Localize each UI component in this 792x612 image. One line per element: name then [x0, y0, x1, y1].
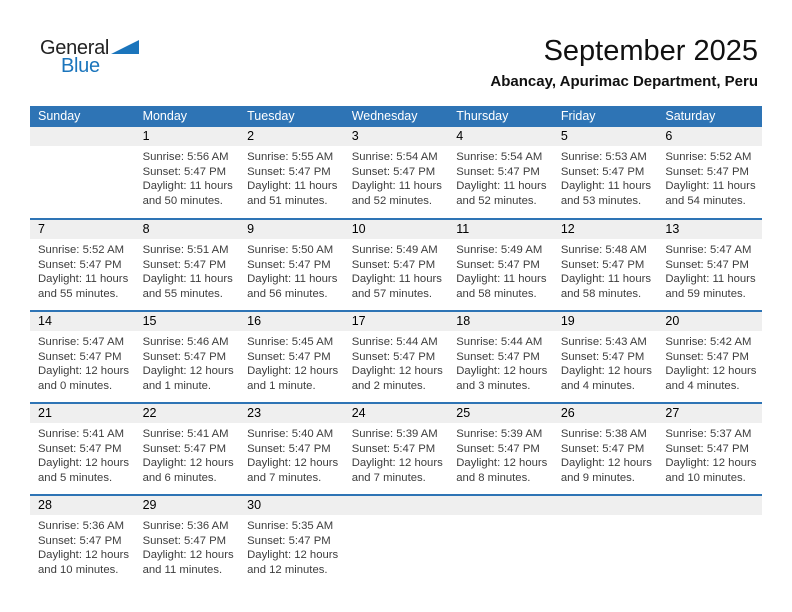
- detail-line: Sunrise: 5:45 AM: [247, 336, 334, 348]
- detail-line: Sunrise: 5:36 AM: [142, 520, 229, 532]
- detail-line: and 5 minutes.: [38, 471, 113, 484]
- day-details: [553, 423, 658, 485]
- day-number: 27: [665, 406, 680, 420]
- detail-line: and 58 minutes.: [560, 287, 642, 300]
- detail-line: Sunrise: 5:49 AM: [456, 244, 543, 256]
- detail-line: Sunrise: 5:41 AM: [38, 428, 125, 440]
- detail-line: and 54 minutes.: [665, 194, 746, 207]
- day-details: [30, 423, 135, 485]
- detail-line: Sunrise: 5:35 AM: [247, 520, 334, 532]
- day-cell-6: [657, 127, 762, 219]
- detail-line: Daylight: 11 hours: [665, 180, 756, 192]
- detail-line: Sunrise: 5:40 AM: [247, 428, 334, 440]
- day-number: 10: [351, 222, 366, 236]
- week-row: [30, 403, 762, 495]
- day-cell-25: [448, 403, 553, 495]
- weekday-header-monday: Monday: [135, 106, 240, 127]
- day-cell-5: [553, 127, 658, 219]
- weekday-header-row: [30, 106, 762, 127]
- day-number-band: [135, 127, 240, 146]
- detail-line: and 12 minutes.: [247, 563, 328, 576]
- week-row: [30, 495, 762, 587]
- detail-line: and 10 minutes.: [665, 471, 746, 484]
- detail-line: Daylight: 11 hours: [142, 273, 233, 285]
- detail-line: Daylight: 12 hours: [560, 365, 652, 377]
- detail-line: Daylight: 12 hours: [38, 365, 130, 377]
- week-row: [30, 311, 762, 403]
- detail-line: Sunset: 5:47 PM: [665, 165, 749, 178]
- detail-line: Sunset: 5:47 PM: [665, 258, 749, 271]
- day-details: [135, 423, 240, 485]
- day-details: [30, 331, 135, 393]
- day-details: [135, 515, 240, 577]
- detail-line: Sunset: 5:47 PM: [456, 442, 540, 455]
- day-number-band: [344, 404, 449, 423]
- day-number-band: [135, 220, 240, 239]
- detail-line: Daylight: 12 hours: [351, 457, 443, 469]
- day-cell-17: [344, 311, 449, 403]
- day-number-band: [553, 127, 658, 146]
- day-details: [448, 239, 553, 301]
- day-number: 23: [247, 406, 262, 420]
- day-details: [553, 239, 658, 301]
- detail-line: Sunset: 5:47 PM: [142, 442, 227, 455]
- day-details: [239, 331, 344, 393]
- detail-line: and 52 minutes.: [456, 194, 537, 207]
- day-cell-14: [30, 311, 135, 403]
- day-details: [239, 423, 344, 485]
- detail-line: and 4 minutes.: [560, 379, 635, 392]
- detail-line: and 56 minutes.: [247, 287, 328, 300]
- day-number: 1: [142, 129, 150, 143]
- detail-line: Daylight: 11 hours: [560, 180, 652, 192]
- detail-line: and 58 minutes.: [456, 287, 537, 300]
- detail-line: and 50 minutes.: [142, 194, 223, 207]
- detail-line: and 0 minutes.: [38, 379, 113, 392]
- detail-line: and 1 minute.: [247, 379, 316, 392]
- day-cell-8: [135, 219, 240, 311]
- detail-line: Sunrise: 5:39 AM: [351, 428, 438, 440]
- detail-line: Sunrise: 5:44 AM: [456, 336, 543, 348]
- day-details: [135, 146, 240, 208]
- day-cell-20: [657, 311, 762, 403]
- day-number-band: [657, 312, 762, 331]
- detail-line: Sunrise: 5:47 AM: [38, 336, 125, 348]
- detail-line: Daylight: 12 hours: [560, 457, 652, 469]
- weekday-header-friday: Friday: [553, 106, 658, 127]
- day-number-band: [30, 220, 135, 239]
- detail-line: Sunrise: 5:37 AM: [665, 428, 752, 440]
- day-number-band: [239, 496, 344, 515]
- detail-line: Sunset: 5:47 PM: [38, 534, 122, 547]
- detail-line: Sunset: 5:47 PM: [351, 442, 436, 455]
- day-number-band: [553, 404, 658, 423]
- day-number: 19: [560, 314, 575, 328]
- day-details: [344, 515, 449, 519]
- detail-line: Sunset: 5:47 PM: [665, 442, 749, 455]
- detail-line: Sunset: 5:47 PM: [665, 350, 749, 363]
- day-number: 7: [38, 222, 45, 236]
- detail-line: Sunset: 5:47 PM: [560, 258, 645, 271]
- detail-line: Daylight: 11 hours: [142, 180, 233, 192]
- detail-line: Daylight: 12 hours: [247, 457, 339, 469]
- detail-line: Daylight: 11 hours: [351, 180, 442, 192]
- detail-line: Sunrise: 5:38 AM: [560, 428, 647, 440]
- day-details: [657, 515, 762, 519]
- detail-line: and 3 minutes.: [456, 379, 531, 392]
- detail-line: Daylight: 11 hours: [247, 273, 338, 285]
- detail-line: Daylight: 11 hours: [456, 273, 547, 285]
- detail-line: Daylight: 12 hours: [38, 457, 130, 469]
- day-number: 22: [142, 406, 157, 420]
- day-cell-29: [135, 495, 240, 587]
- day-details: [239, 146, 344, 208]
- detail-line: Daylight: 12 hours: [38, 549, 130, 561]
- detail-line: Daylight: 12 hours: [351, 365, 443, 377]
- empty-day-cell: [344, 495, 449, 587]
- empty-day-cell: [448, 495, 553, 587]
- day-number: 5: [560, 129, 568, 143]
- weekday-header-wednesday: Wednesday: [344, 106, 449, 127]
- day-details: [657, 331, 762, 393]
- detail-line: Sunset: 5:47 PM: [351, 165, 436, 178]
- day-number-band: [239, 312, 344, 331]
- day-number: 24: [351, 406, 366, 420]
- day-number-band: [657, 127, 762, 146]
- day-cell-12: [553, 219, 658, 311]
- detail-line: Sunset: 5:47 PM: [247, 165, 331, 178]
- day-number-band: [448, 127, 553, 146]
- day-details: [448, 146, 553, 208]
- day-number: 29: [142, 498, 157, 512]
- day-number-band: [448, 496, 553, 515]
- detail-line: and 55 minutes.: [38, 287, 119, 300]
- day-number: 21: [38, 406, 52, 420]
- day-number-band: [344, 220, 449, 239]
- detail-line: Sunrise: 5:52 AM: [665, 151, 752, 163]
- day-cell-23: [239, 403, 344, 495]
- weekday-header-tuesday: Tuesday: [239, 106, 344, 127]
- day-number: 8: [142, 222, 150, 236]
- detail-line: Sunrise: 5:54 AM: [351, 151, 438, 163]
- day-cell-10: [344, 219, 449, 311]
- weekday-header-sunday: Sunday: [30, 106, 135, 127]
- detail-line: Sunrise: 5:46 AM: [142, 336, 229, 348]
- empty-day-cell: [657, 495, 762, 587]
- empty-day-cell: [30, 127, 135, 219]
- detail-line: Daylight: 11 hours: [247, 180, 338, 192]
- day-cell-7: [30, 219, 135, 311]
- detail-line: Sunset: 5:47 PM: [38, 258, 122, 271]
- detail-line: Daylight: 11 hours: [456, 180, 547, 192]
- detail-line: Sunset: 5:47 PM: [247, 258, 331, 271]
- day-details: [239, 239, 344, 301]
- detail-line: Daylight: 12 hours: [142, 457, 234, 469]
- day-cell-1: [135, 127, 240, 219]
- detail-line: and 10 minutes.: [38, 563, 119, 576]
- day-number-band: [30, 127, 135, 146]
- detail-line: Daylight: 12 hours: [665, 457, 757, 469]
- day-details: [135, 331, 240, 393]
- detail-line: and 57 minutes.: [351, 287, 433, 300]
- day-number-band: [448, 312, 553, 331]
- detail-line: Sunrise: 5:43 AM: [560, 336, 647, 348]
- day-number: 18: [456, 314, 471, 328]
- detail-line: and 59 minutes.: [665, 287, 746, 300]
- detail-line: Sunset: 5:47 PM: [351, 350, 436, 363]
- day-number: 3: [351, 129, 359, 143]
- day-cell-11: [448, 219, 553, 311]
- day-details: [239, 515, 344, 577]
- calendar-body: [30, 127, 762, 587]
- detail-line: Daylight: 11 hours: [560, 273, 652, 285]
- day-cell-3: [344, 127, 449, 219]
- detail-line: Sunset: 5:47 PM: [142, 165, 227, 178]
- detail-line: Sunset: 5:47 PM: [38, 442, 122, 455]
- detail-line: Sunset: 5:47 PM: [560, 165, 645, 178]
- detail-line: Sunset: 5:47 PM: [456, 258, 540, 271]
- day-number: 28: [38, 498, 52, 512]
- day-number: 14: [38, 314, 52, 328]
- day-details: [448, 515, 553, 519]
- detail-line: Sunrise: 5:47 AM: [665, 244, 752, 256]
- day-number-band: [135, 496, 240, 515]
- day-cell-22: [135, 403, 240, 495]
- detail-line: Daylight: 11 hours: [351, 273, 442, 285]
- detail-line: Sunrise: 5:55 AM: [247, 151, 334, 163]
- day-details: [30, 146, 135, 150]
- day-details: [135, 239, 240, 301]
- detail-line: Sunset: 5:47 PM: [247, 350, 331, 363]
- detail-line: Sunset: 5:47 PM: [142, 534, 227, 547]
- weekday-header-saturday: Saturday: [657, 106, 762, 127]
- general-blue-logo: [40, 38, 139, 75]
- detail-line: Sunset: 5:47 PM: [560, 350, 645, 363]
- logo-text-general: General: [40, 37, 110, 59]
- detail-line: Sunset: 5:47 PM: [456, 165, 540, 178]
- detail-line: Sunrise: 5:48 AM: [560, 244, 647, 256]
- detail-line: Daylight: 11 hours: [665, 273, 756, 285]
- detail-line: and 11 minutes.: [142, 563, 223, 576]
- day-details: [448, 331, 553, 393]
- day-cell-21: [30, 403, 135, 495]
- detail-line: and 2 minutes.: [351, 379, 426, 392]
- day-details: [657, 423, 762, 485]
- day-number-band: [239, 127, 344, 146]
- detail-line: Sunrise: 5:50 AM: [247, 244, 334, 256]
- day-cell-26: [553, 403, 658, 495]
- empty-day-cell: [553, 495, 658, 587]
- detail-line: and 7 minutes.: [351, 471, 426, 484]
- title-block: [490, 36, 758, 90]
- day-number-band: [657, 404, 762, 423]
- detail-line: and 6 minutes.: [142, 471, 217, 484]
- day-details: [30, 515, 135, 577]
- day-number: 26: [560, 406, 575, 420]
- day-number-band: [657, 220, 762, 239]
- detail-line: Sunrise: 5:53 AM: [560, 151, 647, 163]
- day-details: [344, 331, 449, 393]
- day-details: [657, 239, 762, 301]
- day-number: 30: [247, 498, 262, 512]
- detail-line: Sunrise: 5:44 AM: [351, 336, 438, 348]
- day-number-band: [553, 220, 658, 239]
- day-cell-4: [448, 127, 553, 219]
- day-number-band: [448, 404, 553, 423]
- detail-line: and 55 minutes.: [142, 287, 223, 300]
- detail-line: Daylight: 12 hours: [456, 365, 548, 377]
- detail-line: Sunset: 5:47 PM: [142, 350, 227, 363]
- detail-line: Sunrise: 5:54 AM: [456, 151, 543, 163]
- day-cell-19: [553, 311, 658, 403]
- detail-line: Daylight: 12 hours: [665, 365, 757, 377]
- detail-line: Sunrise: 5:52 AM: [38, 244, 125, 256]
- detail-line: and 52 minutes.: [351, 194, 433, 207]
- detail-line: and 51 minutes.: [247, 194, 328, 207]
- detail-line: and 1 minute.: [142, 379, 212, 392]
- detail-line: Sunrise: 5:36 AM: [38, 520, 125, 532]
- day-number: 2: [247, 129, 255, 143]
- week-row: [30, 219, 762, 311]
- day-cell-2: [239, 127, 344, 219]
- detail-line: Sunset: 5:47 PM: [560, 442, 645, 455]
- day-number: 16: [247, 314, 262, 328]
- month-title: September 2025: [543, 35, 758, 67]
- day-cell-16: [239, 311, 344, 403]
- day-number-band: [30, 404, 135, 423]
- detail-line: and 8 minutes.: [456, 471, 531, 484]
- day-details: [344, 146, 449, 208]
- day-number-band: [553, 496, 658, 515]
- day-number-band: [448, 220, 553, 239]
- detail-line: Daylight: 12 hours: [456, 457, 548, 469]
- day-cell-30: [239, 495, 344, 587]
- day-details: [657, 146, 762, 208]
- location-subtitle: Abancay, Apurimac Department, Peru: [490, 73, 758, 90]
- detail-line: and 9 minutes.: [560, 471, 635, 484]
- day-number: 11: [456, 222, 470, 236]
- day-number-band: [344, 127, 449, 146]
- day-number: 6: [665, 129, 673, 143]
- day-number-band: [344, 496, 449, 515]
- detail-line: Sunrise: 5:51 AM: [142, 244, 229, 256]
- detail-line: and 4 minutes.: [665, 379, 740, 392]
- weekday-header-thursday: Thursday: [448, 106, 553, 127]
- day-details: [448, 423, 553, 485]
- detail-line: Sunrise: 5:49 AM: [351, 244, 438, 256]
- detail-line: Sunset: 5:47 PM: [456, 350, 540, 363]
- detail-line: Sunrise: 5:41 AM: [142, 428, 229, 440]
- detail-line: and 53 minutes.: [560, 194, 642, 207]
- day-number-band: [239, 220, 344, 239]
- day-number-band: [657, 496, 762, 515]
- detail-line: Sunset: 5:47 PM: [351, 258, 436, 271]
- detail-line: Sunrise: 5:39 AM: [456, 428, 543, 440]
- detail-line: Daylight: 12 hours: [142, 549, 234, 561]
- day-cell-13: [657, 219, 762, 311]
- day-details: [344, 423, 449, 485]
- day-cell-27: [657, 403, 762, 495]
- detail-line: Daylight: 12 hours: [142, 365, 234, 377]
- day-details: [30, 239, 135, 301]
- day-number: 12: [560, 222, 575, 236]
- day-number-band: [135, 404, 240, 423]
- day-cell-24: [344, 403, 449, 495]
- day-details: [553, 331, 658, 393]
- detail-line: Sunrise: 5:42 AM: [665, 336, 752, 348]
- day-details: [344, 239, 449, 301]
- day-number-band: [135, 312, 240, 331]
- day-number: 13: [665, 222, 680, 236]
- day-number-band: [30, 312, 135, 331]
- detail-line: Daylight: 11 hours: [38, 273, 129, 285]
- day-number: 17: [351, 314, 366, 328]
- day-number-band: [344, 312, 449, 331]
- day-number-band: [30, 496, 135, 515]
- day-number-band: [553, 312, 658, 331]
- day-number: 20: [665, 314, 680, 328]
- detail-line: Sunset: 5:47 PM: [38, 350, 122, 363]
- day-number: 15: [142, 314, 157, 328]
- detail-line: Sunrise: 5:56 AM: [142, 151, 229, 163]
- day-cell-9: [239, 219, 344, 311]
- day-number-band: [239, 404, 344, 423]
- day-number: 4: [456, 129, 464, 143]
- detail-line: Sunset: 5:47 PM: [247, 534, 331, 547]
- detail-line: Daylight: 12 hours: [247, 365, 339, 377]
- week-row: [30, 127, 762, 219]
- logo-triangle-icon: [111, 40, 139, 54]
- day-cell-18: [448, 311, 553, 403]
- detail-line: Daylight: 12 hours: [247, 549, 339, 561]
- day-number: 25: [456, 406, 471, 420]
- logo-text-blue: Blue: [61, 55, 100, 77]
- detail-line: Sunset: 5:47 PM: [247, 442, 331, 455]
- day-details: [553, 515, 658, 519]
- calendar-table: [30, 106, 762, 587]
- day-cell-15: [135, 311, 240, 403]
- day-details: [553, 146, 658, 208]
- day-cell-28: [30, 495, 135, 587]
- detail-line: and 7 minutes.: [247, 471, 322, 484]
- detail-line: Sunset: 5:47 PM: [142, 258, 227, 271]
- day-number: 9: [247, 222, 255, 236]
